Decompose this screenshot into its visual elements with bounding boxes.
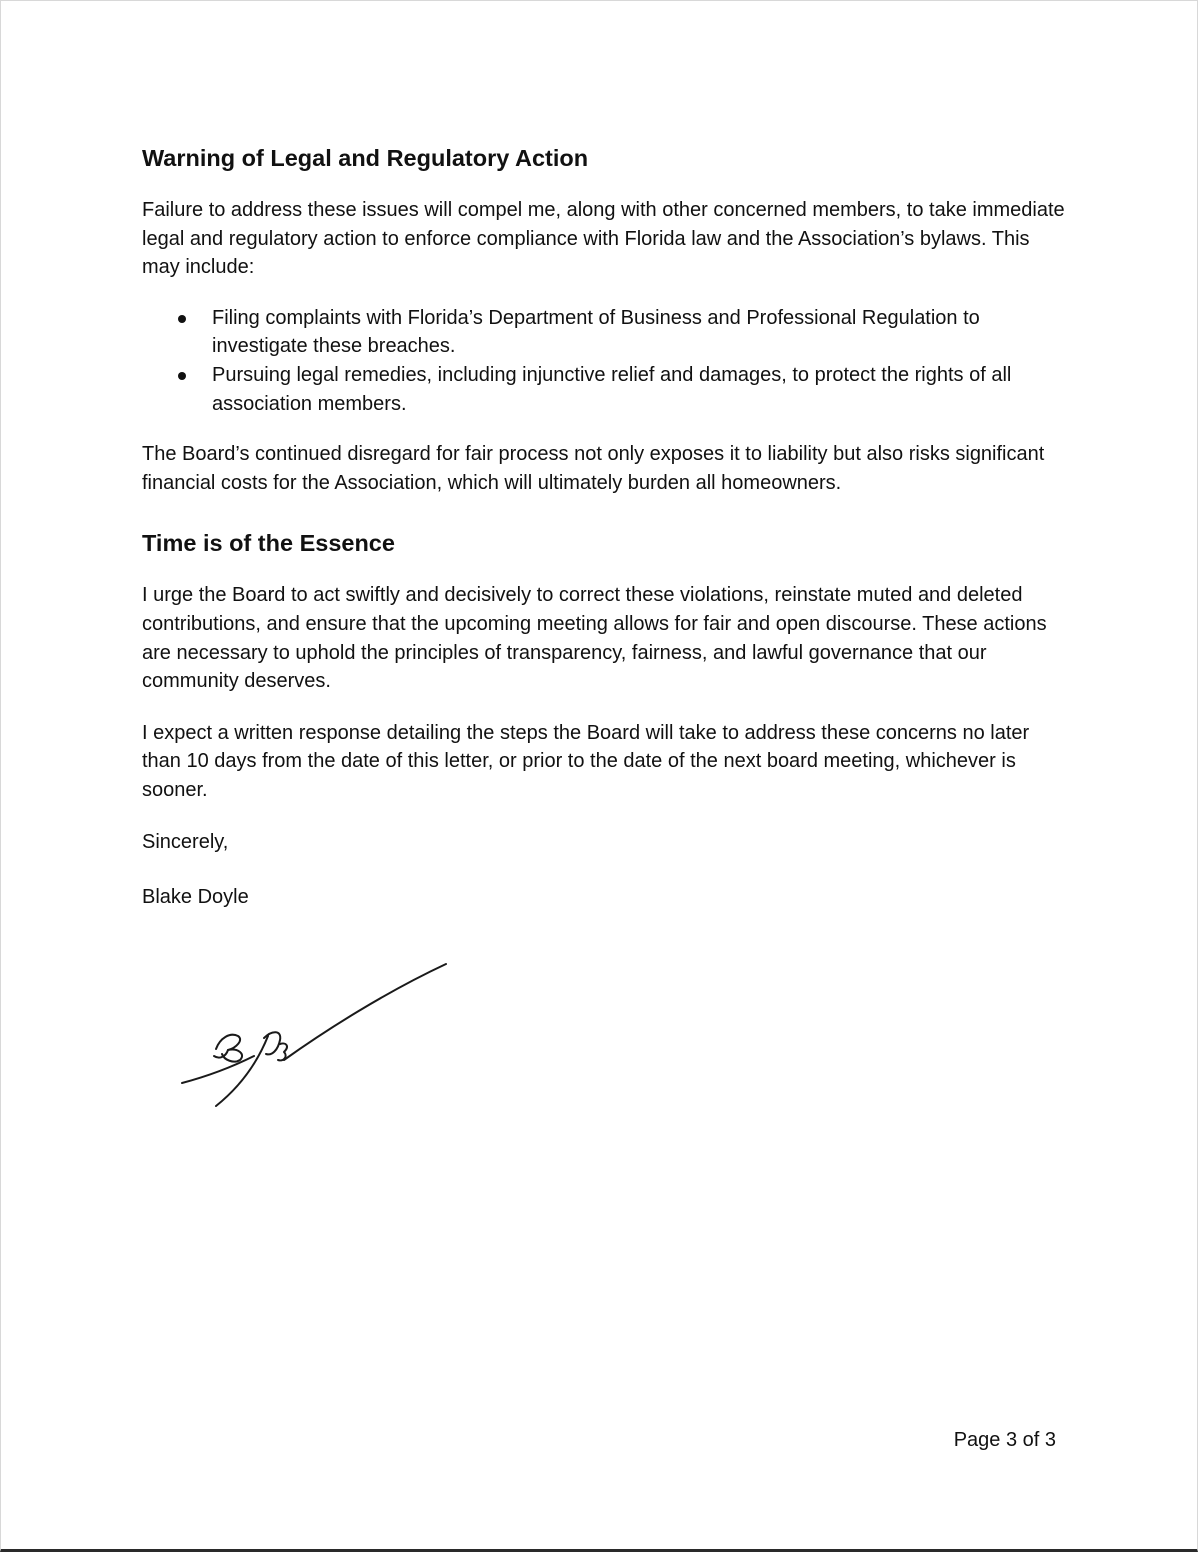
closing-salutation: Sincerely, [142,830,229,853]
list-item [142,361,1072,418]
paragraph-failure: Failure to address these issues will compel me, along with other concerned members, to take immediate legal and regulatory action to enforce compliance with Florida law and the Association’s bylaws. This may include: [142,199,1065,279]
paragraph-expect: I expect a written response detailing the steps the Board will take to address these concerns no later than 10 days from the date of this letter, or prior to the date of the next board meeting, whichever is sooner. [142,721,1030,801]
list-item-text: Pursuing legal remedies, including injunctive relief and damages, to protect the rights of all association members. [212,363,1012,415]
bullet-icon [178,315,186,323]
list-item-text: Filing complaints with Florida’s Department of Business and Professional Regulation to investigate these breaches. [212,306,980,358]
bullet-list [142,304,1072,418]
list-item [142,304,1072,361]
signer-name: Blake Doyle [142,886,249,909]
handwritten-signature [176,956,456,1116]
section-heading-warning: Warning of Legal and Regulatory Action [142,145,589,171]
paragraph-urge: I urge the Board to act swiftly and decisively to correct these violations, reinstate muted and deleted contributions, and ensure that the upcoming meeting allows for fair and open discourse. These actions are necessary to uphold the principles of transparency, fairness, and lawful governance that our community deserves. [142,584,1047,693]
section-heading-time: Time is of the Essence [142,530,395,557]
paragraph-disregard: The Board’s continued disregard for fair process not only exposes it to liability but also risks significant financial costs for the Association, which will ultimately burden all homeowners. [142,443,1045,494]
bullet-icon [178,372,186,380]
letter-body [142,141,1072,912]
page-number: Page 3 of 3 [953,1429,1056,1451]
